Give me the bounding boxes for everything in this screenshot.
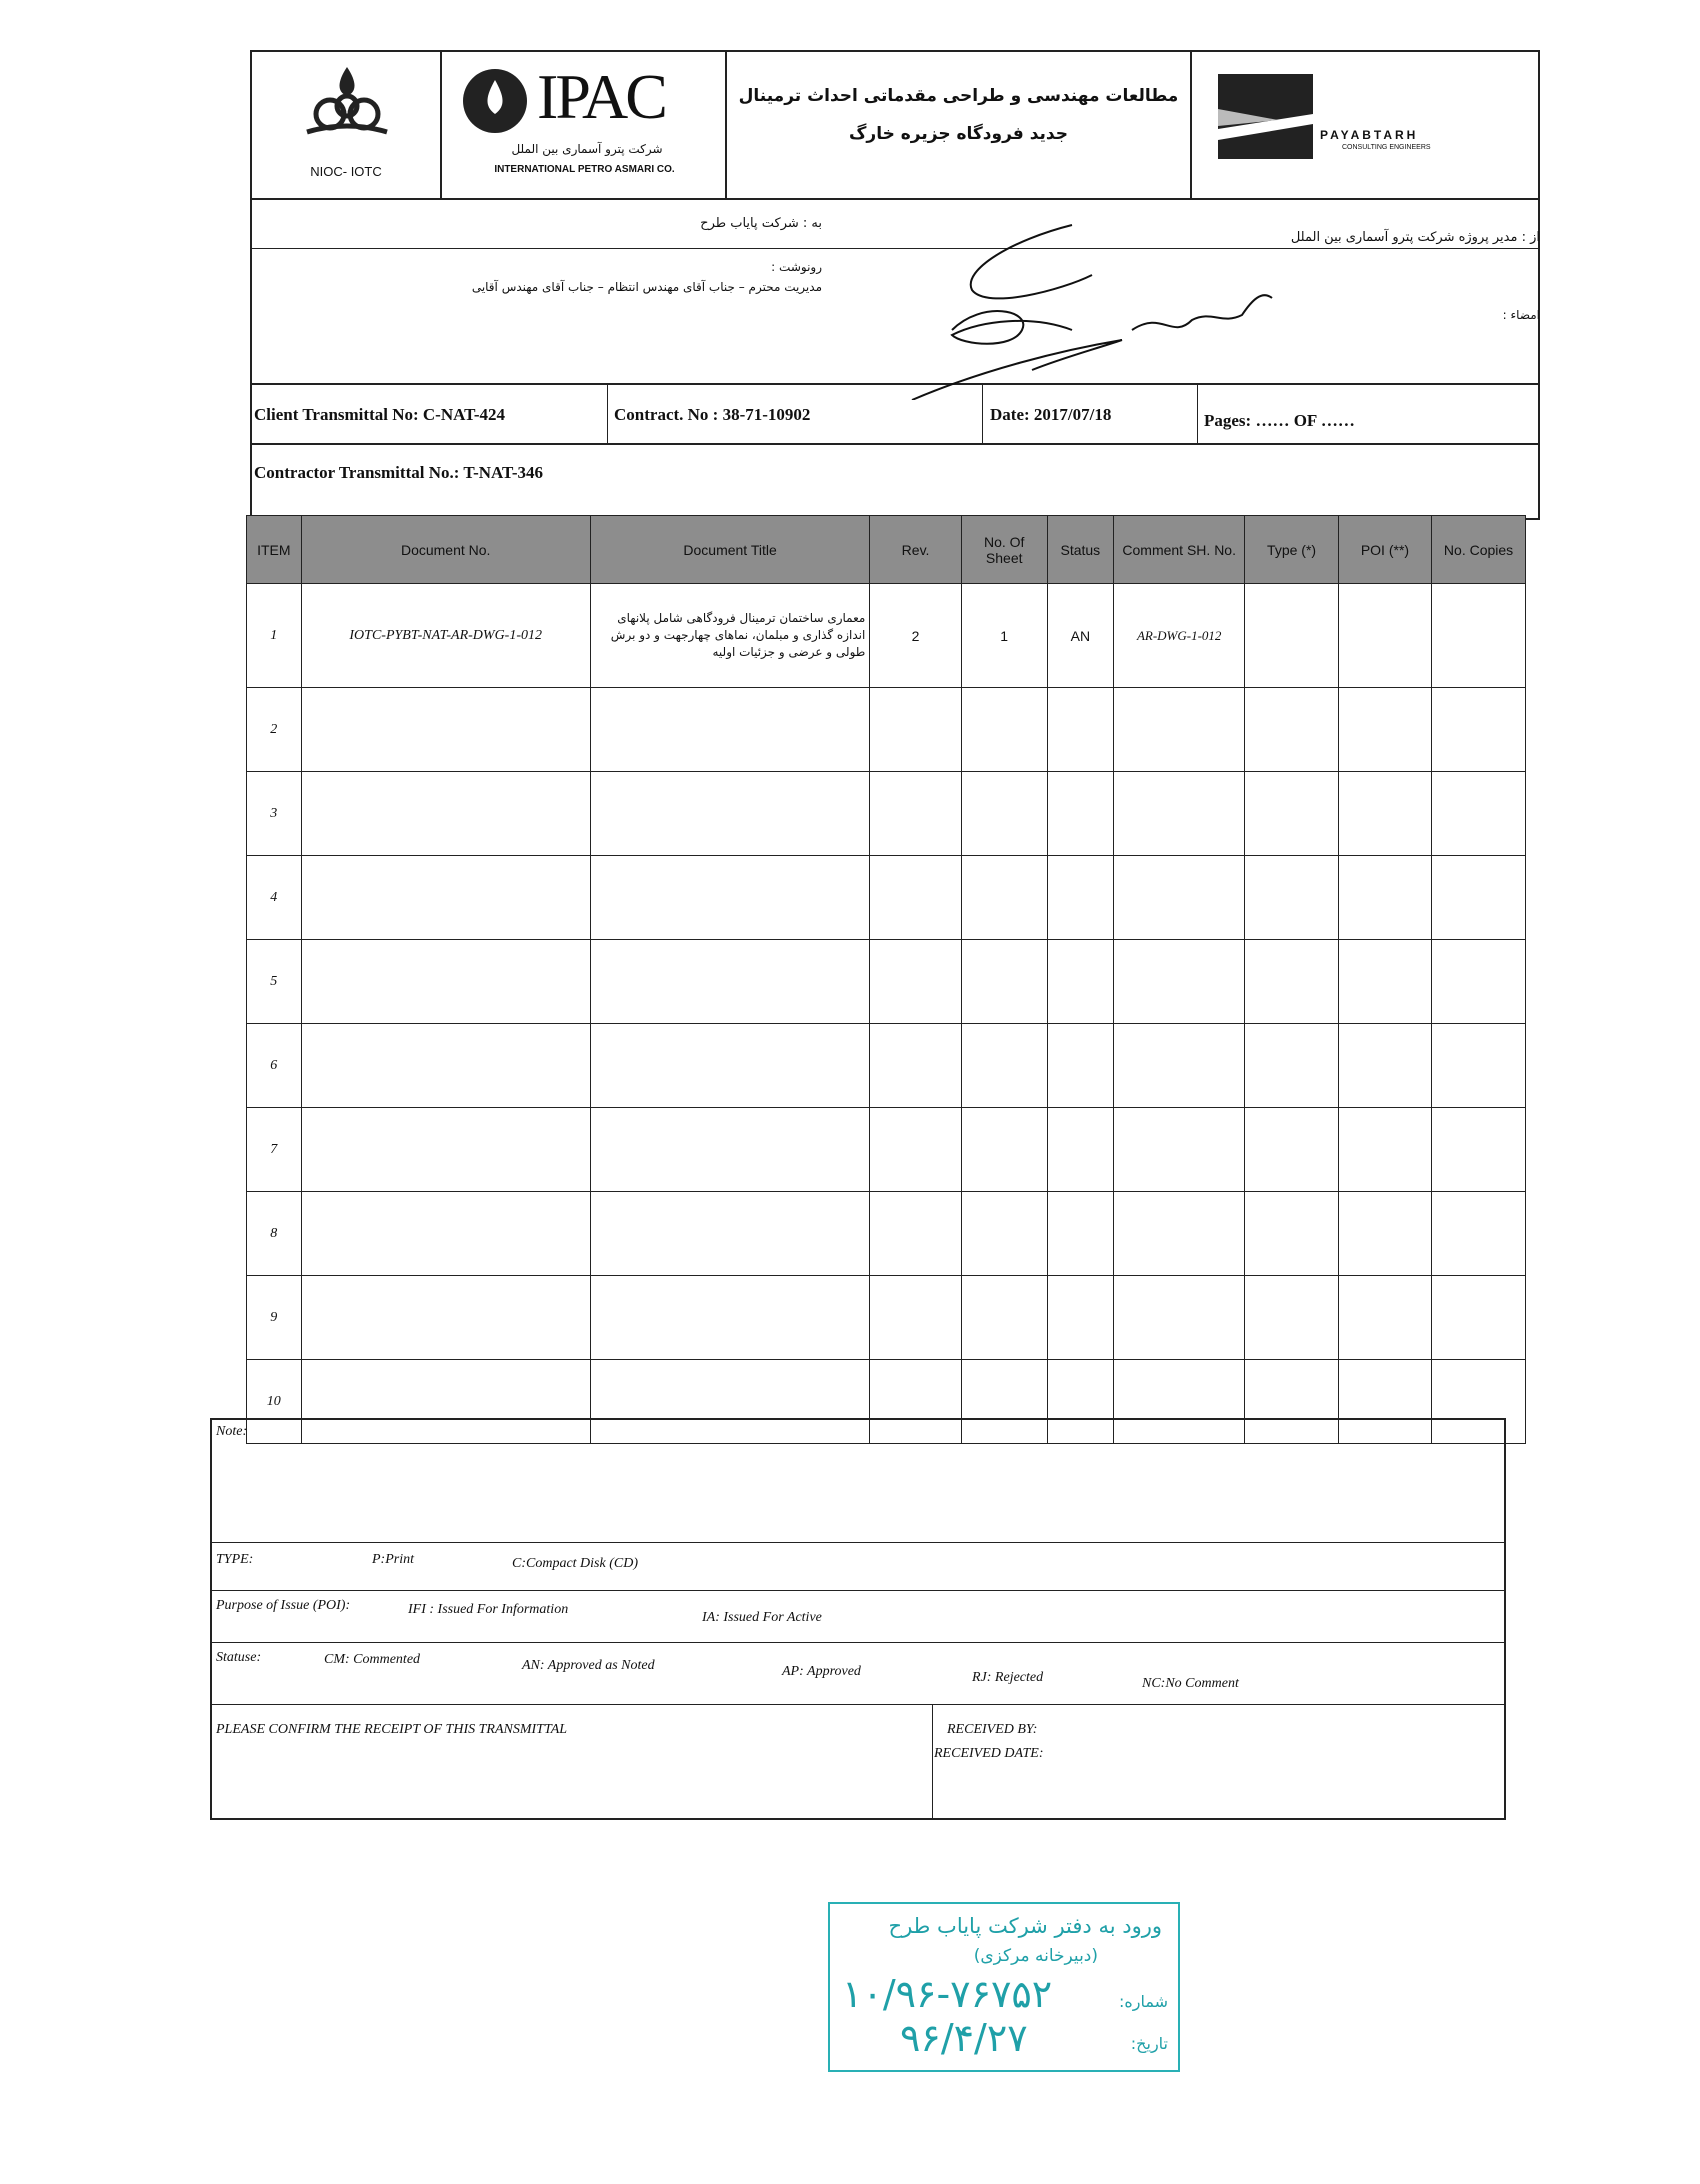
cell: [870, 1192, 961, 1276]
cell: [870, 1276, 961, 1360]
date: Date: 2017/07/18: [990, 405, 1112, 424]
row-item: 1: [247, 584, 302, 688]
cell: [590, 688, 870, 772]
cell: [1338, 688, 1431, 772]
cell: [1432, 1276, 1526, 1360]
signature-icon: [892, 220, 1412, 400]
ipac-logo-cell: [442, 52, 727, 198]
row-item: 6: [247, 1024, 302, 1108]
row-item: 4: [247, 856, 302, 940]
cell: [590, 772, 870, 856]
cell: [301, 772, 590, 856]
row-copies: [1432, 584, 1526, 688]
type-label: TYPE:: [216, 1552, 254, 1567]
project-title-line2: جدید فرودگاه جزیره خارگ: [849, 124, 1068, 144]
poi-ifi: IFI : Issued For Information: [408, 1602, 569, 1617]
col-status: Status: [1047, 516, 1113, 584]
note-label: Note:: [216, 1424, 248, 1439]
transmittal-info-row: [250, 385, 1540, 445]
cell: [301, 1108, 590, 1192]
cell: [1114, 1192, 1245, 1276]
cell: [1047, 688, 1113, 772]
table-row: [247, 688, 1526, 772]
table-row: [247, 772, 1526, 856]
cell: [590, 1192, 870, 1276]
cell: [870, 1024, 961, 1108]
payabtarh-name: PAYABTARH: [1320, 128, 1419, 142]
addressing-block: [250, 200, 1540, 385]
cell: [1338, 1192, 1431, 1276]
cell: [1047, 772, 1113, 856]
row-comment-sh: AR-DWG-1-012: [1114, 584, 1245, 688]
cell: [870, 940, 961, 1024]
col-document-no: Document No.: [301, 516, 590, 584]
table-row: [247, 1024, 1526, 1108]
row-item: 8: [247, 1192, 302, 1276]
payabtarh-logo-icon: [1218, 74, 1313, 159]
row-status: AN: [1047, 584, 1113, 688]
contract-no: Contract. No : 38-71-10902: [614, 405, 811, 424]
confirm-receipt: PLEASE CONFIRM THE RECEIPT OF THIS TRANSMITTAL: [216, 1722, 568, 1737]
cell: [961, 940, 1047, 1024]
row-item: 5: [247, 940, 302, 1024]
stamp-date-label: تاریخ:: [1130, 2034, 1168, 2053]
cell: [1047, 1024, 1113, 1108]
legend-box: [210, 1418, 1506, 1820]
payabtarh-subtitle: CONSULTING ENGINEERS: [1342, 144, 1431, 151]
cell: [1338, 772, 1431, 856]
received-by: RECEIVED BY:: [947, 1722, 1038, 1737]
col-poi: POI (**): [1338, 516, 1431, 584]
contractor-row: [250, 445, 1540, 520]
row-document-title: معماری ساختمان ترمینال فرودگاهی شامل پلانهای اندازه گذاری و مبلمان، نماهای چهارجهت و دو برش طولی و عرضی و جزئیات اولیه: [590, 584, 870, 688]
table-row: [247, 1276, 1526, 1360]
registration-stamp: [828, 1902, 1180, 2072]
cell: [870, 772, 961, 856]
cell: [301, 1024, 590, 1108]
poi-ia: IA: Issued For Active: [702, 1610, 822, 1625]
cell: [1432, 856, 1526, 940]
cell: [1047, 1276, 1113, 1360]
cell: [590, 1108, 870, 1192]
cell: [301, 1192, 590, 1276]
cell: [961, 1024, 1047, 1108]
ipac-wordmark: IPAC: [537, 61, 665, 132]
client-transmittal-no: Client Transmittal No: C-NAT-424: [254, 405, 506, 424]
table-row: [247, 1192, 1526, 1276]
cc-value: مدیریت محترم – جناب آقای مهندس انتظام – جناب آقای مهندس آقایی: [471, 280, 822, 294]
received-date: RECEIVED DATE:: [934, 1746, 1044, 1761]
cell: [870, 856, 961, 940]
poi-label: Purpose of Issue (POI):: [216, 1598, 351, 1613]
nioc-logo-cell: [252, 52, 442, 198]
cell: [1245, 1024, 1338, 1108]
cell: [961, 1276, 1047, 1360]
cell: [1432, 1108, 1526, 1192]
status-cm: CM: Commented: [324, 1652, 421, 1667]
status-rj: RJ: Rejected: [972, 1670, 1044, 1685]
cell: [961, 688, 1047, 772]
ipac-persian-name: شرکت پترو آسماری بین الملل: [511, 142, 663, 156]
cell: [1245, 856, 1338, 940]
stamp-number-label: شماره:: [1118, 1992, 1168, 2011]
cell: [1047, 940, 1113, 1024]
type-print: P:Print: [372, 1552, 414, 1567]
col-no-of-sheet: No. Of Sheet: [961, 516, 1047, 584]
contractor-transmittal-no: Contractor Transmittal No.: T-NAT-346: [254, 463, 543, 482]
from-field: از : مدیر پروژه شرکت پترو آسماری بین الملل: [1290, 230, 1540, 245]
cell: [1432, 772, 1526, 856]
to-field: به : شرکت پایاب طرح: [700, 216, 822, 231]
cell: [1114, 940, 1245, 1024]
stamp-title: ورود به دفتر شرکت پایاب طرح: [888, 1914, 1162, 1938]
row-item: 9: [247, 1276, 302, 1360]
row-rev: 2: [870, 584, 961, 688]
document-table: [246, 515, 1526, 1444]
cell: [1338, 1108, 1431, 1192]
cell: [1114, 1276, 1245, 1360]
row-document-no: IOTC-PYBT-NAT-AR-DWG-1-012: [301, 584, 590, 688]
cc-label: رونوشت :: [771, 260, 822, 274]
col-no-copies: No. Copies: [1432, 516, 1526, 584]
table-header-row: [247, 516, 1526, 584]
cell: [870, 1108, 961, 1192]
type-cd: C:Compact Disk (CD): [512, 1556, 638, 1571]
ipac-drop-icon: [460, 66, 530, 136]
cell: [1047, 1192, 1113, 1276]
cell: [1114, 688, 1245, 772]
row-item: 2: [247, 688, 302, 772]
divider: [932, 1704, 933, 1818]
cell: [870, 688, 961, 772]
cell: [1047, 1108, 1113, 1192]
cell: [1245, 940, 1338, 1024]
divider: [212, 1590, 1504, 1591]
stamp-date-value: ۹۶/۴/۲۷: [900, 2016, 1028, 2060]
stamp-subtitle: (دبیرخانه مرکزی): [973, 1946, 1098, 1966]
table-row: [247, 940, 1526, 1024]
cell: [961, 1192, 1047, 1276]
cell: [1338, 1024, 1431, 1108]
signature-label: امضاء :: [1502, 308, 1540, 322]
stamp-number-value: ۱۰/۹۶-۷۶۷۵۲: [842, 1972, 1053, 2016]
nioc-logo-icon: [292, 62, 402, 142]
cell: [1338, 940, 1431, 1024]
cell: [1432, 688, 1526, 772]
cell: [1245, 1192, 1338, 1276]
row-item: 3: [247, 772, 302, 856]
cell: [301, 688, 590, 772]
row-item: 7: [247, 1108, 302, 1192]
table-row: [247, 584, 1526, 688]
project-title-line1: مطالعات مهندسی و طراحی مقدماتی احداث ترمینال: [738, 86, 1179, 106]
cell: [301, 940, 590, 1024]
cell: [1432, 940, 1526, 1024]
cell: [1432, 1192, 1526, 1276]
cell: [1114, 1108, 1245, 1192]
cell: [1114, 856, 1245, 940]
row-poi: [1338, 584, 1431, 688]
cell: [961, 856, 1047, 940]
table-row: [247, 1108, 1526, 1192]
cell: [590, 940, 870, 1024]
divider: [1197, 385, 1198, 443]
col-document-title: Document Title: [590, 516, 870, 584]
pages: Pages: …… OF ……: [1204, 411, 1355, 430]
divider: [212, 1542, 1504, 1543]
divider: [212, 1704, 1504, 1705]
ipac-english-name: INTERNATIONAL PETRO ASMARI CO.: [494, 164, 675, 175]
cell: [590, 1024, 870, 1108]
cell: [1245, 688, 1338, 772]
cell: [1432, 1024, 1526, 1108]
cell: [1047, 856, 1113, 940]
col-type: Type (*): [1245, 516, 1338, 584]
row-sheets: 1: [961, 584, 1047, 688]
divider: [212, 1642, 1504, 1643]
cell: [1338, 856, 1431, 940]
divider: [982, 385, 983, 443]
cell: [590, 1276, 870, 1360]
cell: [1245, 772, 1338, 856]
status-label: Statuse:: [216, 1650, 262, 1665]
cell: [301, 856, 590, 940]
col-comment-sh-no: Comment SH. No.: [1114, 516, 1245, 584]
header-band: [250, 50, 1540, 200]
col-rev: Rev.: [870, 516, 961, 584]
cell: [590, 856, 870, 940]
table-row: [247, 856, 1526, 940]
cell: [1245, 1108, 1338, 1192]
nioc-caption: NIOC- IOTC: [310, 164, 382, 179]
cell: [1114, 1024, 1245, 1108]
payabtarh-logo-cell: [1192, 52, 1538, 198]
col-item: ITEM: [247, 516, 302, 584]
status-an: AN: Approved as Noted: [522, 1658, 655, 1673]
cell: [1245, 1276, 1338, 1360]
cell: [1338, 1276, 1431, 1360]
cell: [961, 772, 1047, 856]
status-ap: AP: Approved: [782, 1664, 861, 1679]
status-nc: NC:No Comment: [1142, 1676, 1239, 1691]
divider: [607, 385, 608, 443]
project-title-cell: [727, 52, 1192, 198]
row-type: [1245, 584, 1338, 688]
cell: [1114, 772, 1245, 856]
row-item: 10: [247, 1360, 302, 1444]
cell: [301, 1276, 590, 1360]
cell: [961, 1108, 1047, 1192]
